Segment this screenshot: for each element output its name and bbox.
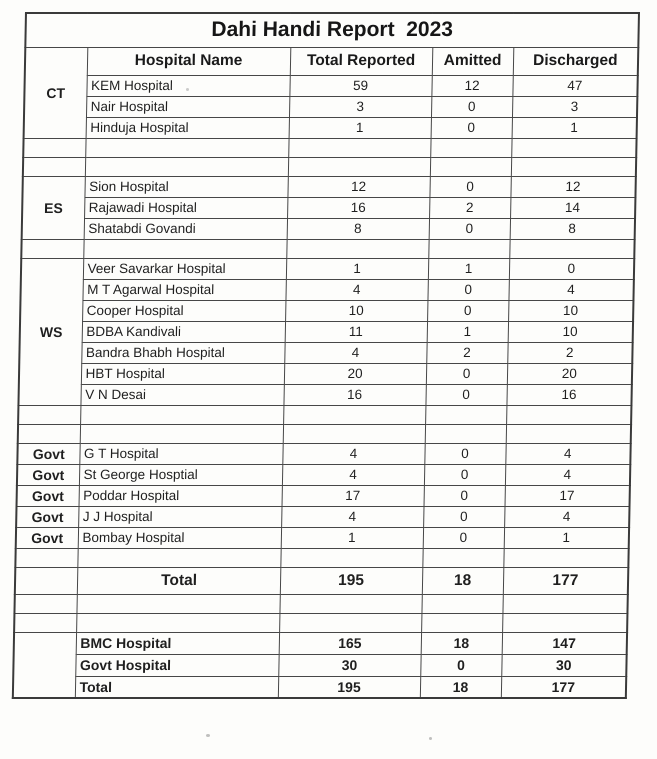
discharged-cell: 4 [505,443,630,464]
total-label-cell: Total [77,567,281,594]
empty-cell [428,239,509,258]
hospital-name-cell: Bandra Bhabh Hospital [81,342,284,363]
admitted-cell: 0 [429,176,510,197]
total-reported-cell: 1 [289,117,431,138]
empty-cell [430,157,511,176]
column-header-discharged: Discharged [513,47,639,75]
empty-row [18,424,631,443]
group-cell-merged [13,632,76,698]
empty-cell [511,157,636,176]
admitted-cell: 0 [425,384,506,405]
data-row [16,527,629,548]
empty-cell [506,424,631,443]
discharged-cell: 177 [501,676,626,698]
report-table [12,12,640,699]
empty-cell [502,613,627,632]
total-reported-cell: 4 [282,464,424,485]
admitted-cell: 1 [428,258,509,279]
total-reported-cell: 59 [289,75,431,96]
empty-cell [425,424,506,443]
column-header-total-reported: Total Reported [290,47,433,75]
title-row [25,13,639,47]
admitted-cell: 0 [423,506,504,527]
admitted-cell: 0 [424,443,505,464]
group-cell-empty [18,424,80,443]
group-cell-empty [21,239,83,258]
empty-cell [503,548,628,567]
discharged-cell: 10 [508,321,633,342]
data-row [17,443,630,464]
admitted-cell: 0 [423,527,504,548]
group-cell-empty [23,157,85,176]
hospital-name-cell: M T Agarwal Hospital [82,279,285,300]
group-label-ws: WS [18,258,83,405]
empty-cell [286,239,428,258]
group-cell-empty [18,405,80,424]
hospital-name-cell: Veer Savarkar Hospital [83,258,286,279]
total-reported-cell: 1 [281,527,423,548]
hospital-name-cell: Shatabdi Govandi [84,218,287,239]
empty-row [18,405,631,424]
data-row [20,279,633,300]
total-reported-cell: 30 [278,654,420,676]
hospital-name-cell: Govt Hospital [75,654,278,676]
discharged-cell: 4 [505,464,630,485]
data-row [17,485,630,506]
empty-row [21,239,634,258]
empty-cell [506,405,631,424]
group-cell-empty [23,138,85,157]
total-reported-cell: 17 [282,485,424,506]
data-row [21,258,634,279]
admitted-cell: 0 [429,218,510,239]
empty-row [23,157,636,176]
report-title: Dahi Handi Report 2023 [25,13,639,47]
total-reported-cell: 10 [285,300,427,321]
discharged-cell: 177 [503,567,629,594]
discharged-cell: 1 [512,117,637,138]
column-header-amitted: Amitted [432,47,514,75]
total-reported-cell: 16 [283,384,425,405]
group-cell-empty [15,567,78,594]
empty-cell [279,613,421,632]
data-row [22,218,635,239]
data-row [16,506,629,527]
hospital-name-cell: Poddar Hospital [79,485,282,506]
hospital-name-cell: Nair Hospital [86,96,289,117]
discharged-cell: 14 [510,197,635,218]
hospital-name-cell: KEM Hospital [86,75,289,96]
discharged-cell: 4 [504,506,629,527]
total-reported-cell: 11 [285,321,427,342]
total-reported-cell: 20 [284,363,426,384]
total-reported-cell: 195 [278,676,420,698]
hospital-name-cell: Total [75,676,278,698]
admitted-cell: 0 [424,464,505,485]
total-reported-cell: 4 [281,506,423,527]
data-row [19,342,632,363]
total-reported-cell: 4 [282,443,424,464]
empty-cell [279,594,421,613]
column-header-hospital-name: Hospital Name [87,47,291,75]
empty-row [14,613,627,632]
discharged-cell: 10 [508,300,633,321]
group-label-govt: Govt [16,506,78,527]
group-cell-empty [14,613,76,632]
data-row [18,384,631,405]
group-cell-empty [14,594,76,613]
group-label-ct: CT [24,47,88,138]
discharged-cell: 47 [512,75,637,96]
empty-row [14,594,627,613]
hospital-name-cell: HBT Hospital [81,363,284,384]
admitted-cell: 0 [424,485,505,506]
group-label-govt: Govt [17,464,79,485]
discharged-cell: 20 [507,363,632,384]
empty-cell [421,594,502,613]
group-label-es: ES [22,176,85,239]
total-reported-cell: 12 [287,176,429,197]
total-reported-cell: 8 [287,218,429,239]
discharged-cell: 17 [505,485,630,506]
hospital-name-cell: Rajawadi Hospital [84,197,287,218]
summary-row [14,632,627,654]
empty-cell [76,613,279,632]
discharged-cell: 0 [509,258,634,279]
empty-row [23,138,636,157]
data-row [24,96,637,117]
admitted-cell: 2 [426,342,507,363]
admitted-cell: 18 [420,676,501,698]
data-row [20,300,633,321]
admitted-cell: 0 [431,117,512,138]
admitted-cell: 0 [427,300,508,321]
admitted-cell: 1 [427,321,508,342]
empty-cell [80,405,283,424]
discharged-cell: 12 [510,176,635,197]
admitted-cell: 0 [431,96,512,117]
empty-cell [85,138,288,157]
group-cell-empty [15,548,77,567]
discharged-cell: 4 [508,279,633,300]
total-reported-cell: 3 [289,96,431,117]
admitted-cell: 0 [426,363,507,384]
total-row [15,567,629,594]
total-reported-cell: 1 [286,258,428,279]
admitted-cell: 2 [429,197,510,218]
data-row [22,176,635,197]
summary-row [13,676,626,698]
discharged-cell: 16 [506,384,631,405]
empty-cell [76,594,279,613]
empty-cell [511,138,636,157]
data-row [22,197,635,218]
empty-cell [283,405,425,424]
empty-cell [425,405,506,424]
scan-speck [429,737,432,740]
admitted-cell: 0 [420,654,501,676]
admitted-cell: 0 [427,279,508,300]
admitted-cell: 18 [422,567,504,594]
empty-cell [77,548,280,567]
empty-row [15,548,628,567]
scan-speck [186,88,189,91]
admitted-cell: 12 [431,75,512,96]
hospital-name-cell: G T Hospital [79,443,282,464]
admitted-cell: 18 [421,632,502,654]
data-row [17,464,630,485]
hospital-name-cell: BDBA Kandivali [82,321,285,342]
discharged-cell: 1 [504,527,629,548]
group-label-govt: Govt [17,443,79,464]
empty-cell [421,613,502,632]
empty-cell [288,138,430,157]
hospital-name-cell: Sion Hospital [84,176,287,197]
discharged-cell: 30 [501,654,626,676]
group-label-govt: Govt [16,527,78,548]
hospital-name-cell: St George Hosptial [79,464,282,485]
header-row [25,47,639,75]
total-reported-cell: 195 [280,567,423,594]
empty-cell [502,594,627,613]
data-row [20,321,633,342]
summary-row [13,654,626,676]
data-row [24,75,637,96]
total-reported-cell: 16 [287,197,429,218]
hospital-name-cell: V N Desai [80,384,283,405]
data-row [24,117,637,138]
data-row [19,363,632,384]
scan-speck [206,734,210,737]
empty-cell [80,424,283,443]
empty-cell [430,138,511,157]
total-reported-cell: 165 [279,632,421,654]
empty-cell [288,157,430,176]
empty-cell [85,157,288,176]
hospital-name-cell: Cooper Hospital [82,300,285,321]
discharged-cell: 3 [512,96,637,117]
empty-cell [280,548,422,567]
total-reported-cell: 4 [284,342,426,363]
group-label-govt: Govt [17,485,79,506]
discharged-cell: 2 [507,342,632,363]
hospital-name-cell: Hinduja Hospital [86,117,289,138]
empty-cell [283,424,425,443]
discharged-cell: 8 [510,218,635,239]
discharged-cell: 147 [502,632,627,654]
empty-cell [83,239,286,258]
total-reported-cell: 4 [285,279,427,300]
hospital-name-cell: BMC Hospital [76,632,279,654]
empty-cell [509,239,634,258]
hospital-name-cell: Bombay Hospital [78,527,281,548]
empty-cell [422,548,503,567]
hospital-name-cell: J J Hospital [78,506,281,527]
